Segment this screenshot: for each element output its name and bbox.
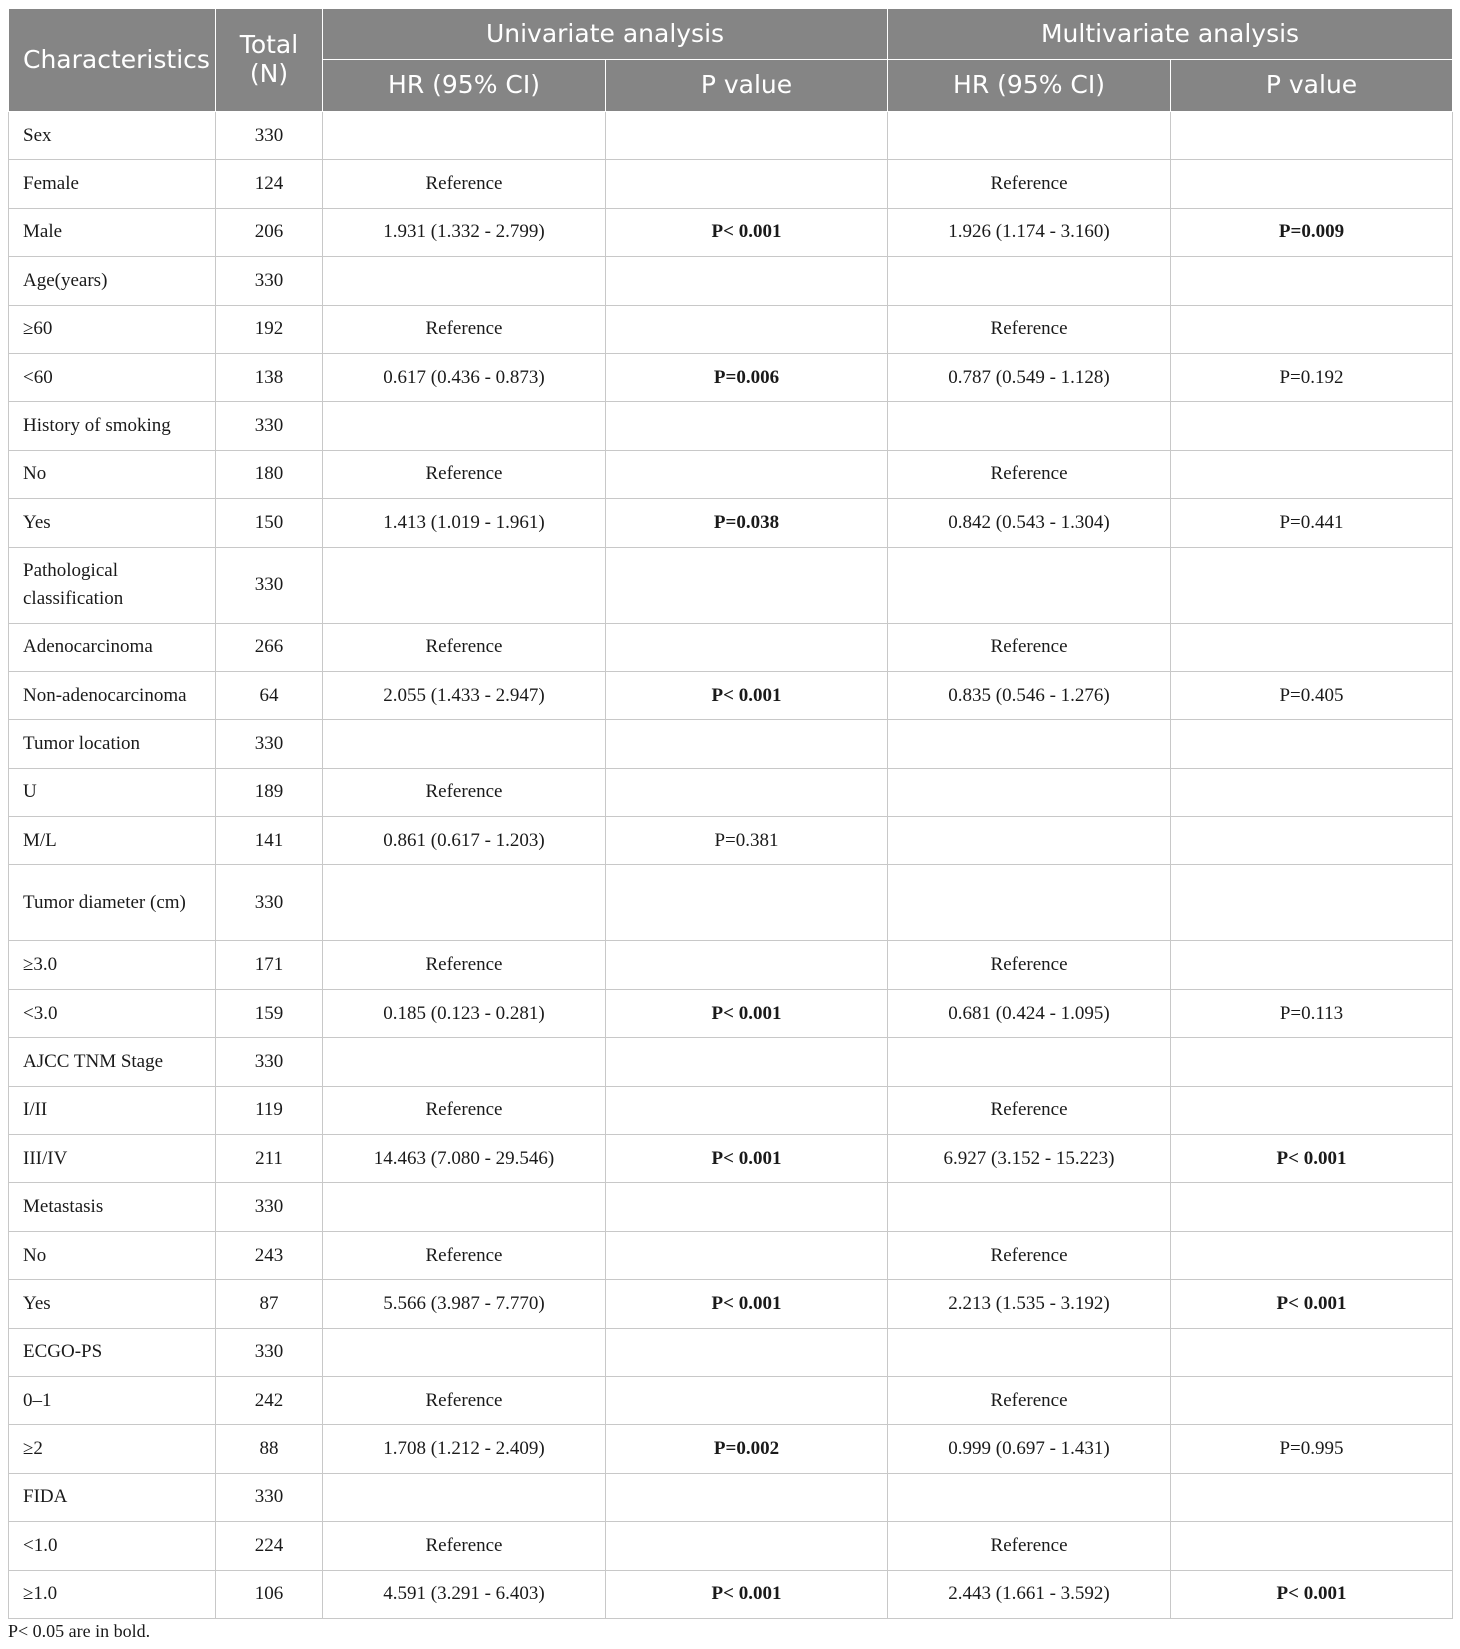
row-total: 141 <box>216 817 323 865</box>
row-label: Yes <box>9 499 216 547</box>
row-label: ECGO-PS <box>9 1328 216 1376</box>
row-univariate-hr: 1.708 (1.212 - 2.409) <box>323 1425 606 1473</box>
row-multivariate-p: P=0.441 <box>1171 499 1453 547</box>
row-multivariate-hr <box>888 817 1171 865</box>
row-univariate-p <box>606 623 888 671</box>
header-univariate: Univariate analysis <box>323 9 888 60</box>
row-univariate-hr: Reference <box>323 450 606 498</box>
table-row <box>9 1328 1453 1376</box>
row-multivariate-p: P< 0.001 <box>1171 1570 1453 1618</box>
table-row <box>9 112 1453 160</box>
row-multivariate-hr <box>888 112 1171 160</box>
row-label: 0–1 <box>9 1376 216 1424</box>
table-row <box>9 1183 1453 1231</box>
table-row <box>9 768 1453 816</box>
row-label: Female <box>9 160 216 208</box>
row-total: 106 <box>216 1570 323 1618</box>
row-univariate-p <box>606 1231 888 1279</box>
row-total: 206 <box>216 208 323 256</box>
table-row <box>9 353 1453 401</box>
row-label: Tumor location <box>9 720 216 768</box>
row-label: History of smoking <box>9 402 216 450</box>
row-univariate-p: P< 0.001 <box>606 1570 888 1618</box>
row-multivariate-p: P=0.192 <box>1171 353 1453 401</box>
row-multivariate-p <box>1171 160 1453 208</box>
row-total: 242 <box>216 1376 323 1424</box>
row-total: 330 <box>216 402 323 450</box>
row-univariate-hr: 4.591 (3.291 - 6.403) <box>323 1570 606 1618</box>
row-univariate-p <box>606 1522 888 1570</box>
row-multivariate-p <box>1171 1183 1453 1231</box>
row-univariate-hr: 5.566 (3.987 - 7.770) <box>323 1280 606 1328</box>
header-multivariate-p: P value <box>1171 60 1453 112</box>
header-total <box>216 9 323 112</box>
row-label: U <box>9 768 216 816</box>
row-multivariate-p <box>1171 402 1453 450</box>
row-multivariate-hr <box>888 1328 1171 1376</box>
row-univariate-hr: 0.617 (0.436 - 0.873) <box>323 353 606 401</box>
row-univariate-p <box>606 112 888 160</box>
row-total: 330 <box>216 1473 323 1521</box>
row-multivariate-hr: Reference <box>888 160 1171 208</box>
row-univariate-p <box>606 941 888 989</box>
row-label: Sex <box>9 112 216 160</box>
row-label: Adenocarcinoma <box>9 623 216 671</box>
row-univariate-hr: Reference <box>323 623 606 671</box>
row-multivariate-p <box>1171 112 1453 160</box>
table-row <box>9 720 1453 768</box>
table-row <box>9 989 1453 1037</box>
row-label: AJCC TNM Stage <box>9 1038 216 1086</box>
table-row <box>9 1038 1453 1086</box>
row-label: Yes <box>9 1280 216 1328</box>
row-total: 150 <box>216 499 323 547</box>
row-total: 192 <box>216 305 323 353</box>
header-multivariate-hr: HR (95% CI) <box>888 60 1171 112</box>
header-characteristics: Characteristics <box>9 9 216 112</box>
row-total: 330 <box>216 1183 323 1231</box>
table-row <box>9 1231 1453 1279</box>
row-univariate-hr <box>323 1183 606 1231</box>
row-total: 330 <box>216 720 323 768</box>
row-multivariate-p <box>1171 450 1453 498</box>
row-label: Age(years) <box>9 257 216 305</box>
table-row <box>9 623 1453 671</box>
row-univariate-hr: 0.185 (0.123 - 0.281) <box>323 989 606 1037</box>
table-row <box>9 671 1453 719</box>
row-univariate-hr: Reference <box>323 1522 606 1570</box>
table-row <box>9 1135 1453 1183</box>
row-label: Male <box>9 208 216 256</box>
row-label: ≥1.0 <box>9 1570 216 1618</box>
table-row <box>9 160 1453 208</box>
row-label: III/IV <box>9 1135 216 1183</box>
row-univariate-p: P< 0.001 <box>606 1135 888 1183</box>
row-univariate-p <box>606 402 888 450</box>
row-univariate-hr: Reference <box>323 1376 606 1424</box>
row-univariate-p: P< 0.001 <box>606 1280 888 1328</box>
row-multivariate-hr <box>888 1183 1171 1231</box>
table-row <box>9 257 1453 305</box>
row-univariate-hr <box>323 402 606 450</box>
row-multivariate-p <box>1171 1328 1453 1376</box>
table-row <box>9 450 1453 498</box>
table-row <box>9 305 1453 353</box>
row-univariate-hr: Reference <box>323 768 606 816</box>
row-multivariate-p <box>1171 1522 1453 1570</box>
row-label: ≥60 <box>9 305 216 353</box>
row-univariate-hr <box>323 720 606 768</box>
table-row <box>9 817 1453 865</box>
row-univariate-hr: Reference <box>323 941 606 989</box>
row-multivariate-p: P< 0.001 <box>1171 1280 1453 1328</box>
row-total: 211 <box>216 1135 323 1183</box>
row-multivariate-hr: 0.681 (0.424 - 1.095) <box>888 989 1171 1037</box>
row-multivariate-hr: Reference <box>888 1086 1171 1134</box>
row-total: 64 <box>216 671 323 719</box>
row-label: Non-adenocarcinoma <box>9 671 216 719</box>
row-univariate-p: P=0.002 <box>606 1425 888 1473</box>
row-univariate-p <box>606 768 888 816</box>
row-multivariate-p: P=0.995 <box>1171 1425 1453 1473</box>
row-multivariate-hr <box>888 865 1171 941</box>
row-total: 119 <box>216 1086 323 1134</box>
header-multivariate: Multivariate analysis <box>888 9 1453 60</box>
table-row <box>9 865 1453 941</box>
row-univariate-p <box>606 547 888 623</box>
row-univariate-p <box>606 257 888 305</box>
row-label: Tumor diameter (cm) <box>9 865 216 941</box>
row-univariate-hr: Reference <box>323 1086 606 1134</box>
row-univariate-hr <box>323 1038 606 1086</box>
row-total: 87 <box>216 1280 323 1328</box>
header-total-label: Total (N) <box>239 30 299 88</box>
row-multivariate-p <box>1171 1086 1453 1134</box>
header-univariate-p: P value <box>606 60 888 112</box>
row-univariate-p: P=0.038 <box>606 499 888 547</box>
row-total: 180 <box>216 450 323 498</box>
row-univariate-hr: 2.055 (1.433 - 2.947) <box>323 671 606 719</box>
row-multivariate-p: P< 0.001 <box>1171 1135 1453 1183</box>
row-multivariate-hr <box>888 257 1171 305</box>
table-row <box>9 547 1453 623</box>
row-univariate-hr <box>323 257 606 305</box>
row-multivariate-hr <box>888 1038 1171 1086</box>
row-univariate-hr: Reference <box>323 1231 606 1279</box>
row-univariate-p: P< 0.001 <box>606 208 888 256</box>
row-univariate-p <box>606 160 888 208</box>
row-multivariate-hr <box>888 402 1171 450</box>
table-row <box>9 402 1453 450</box>
row-total: 330 <box>216 865 323 941</box>
row-label: No <box>9 450 216 498</box>
row-univariate-hr: 0.861 (0.617 - 1.203) <box>323 817 606 865</box>
row-total: 171 <box>216 941 323 989</box>
row-multivariate-hr: 0.999 (0.697 - 1.431) <box>888 1425 1171 1473</box>
row-multivariate-hr: Reference <box>888 1376 1171 1424</box>
table-row <box>9 1376 1453 1424</box>
row-univariate-p <box>606 1376 888 1424</box>
row-label: Metastasis <box>9 1183 216 1231</box>
row-multivariate-p <box>1171 547 1453 623</box>
row-univariate-p: P< 0.001 <box>606 989 888 1037</box>
row-total: 330 <box>216 547 323 623</box>
row-label: ≥2 <box>9 1425 216 1473</box>
row-multivariate-p: P=0.009 <box>1171 208 1453 256</box>
row-total: 330 <box>216 1038 323 1086</box>
row-label: No <box>9 1231 216 1279</box>
row-univariate-p <box>606 305 888 353</box>
row-multivariate-p <box>1171 305 1453 353</box>
row-univariate-hr <box>323 1473 606 1521</box>
row-multivariate-p <box>1171 817 1453 865</box>
row-univariate-hr: Reference <box>323 160 606 208</box>
row-multivariate-hr: 0.842 (0.543 - 1.304) <box>888 499 1171 547</box>
row-univariate-hr: Reference <box>323 305 606 353</box>
row-univariate-p <box>606 1328 888 1376</box>
row-univariate-hr <box>323 112 606 160</box>
table-row <box>9 1522 1453 1570</box>
row-univariate-p <box>606 865 888 941</box>
table-header <box>9 9 1453 112</box>
table-row <box>9 208 1453 256</box>
row-total: 224 <box>216 1522 323 1570</box>
row-total: 88 <box>216 1425 323 1473</box>
row-univariate-p <box>606 1183 888 1231</box>
row-label: ≥3.0 <box>9 941 216 989</box>
row-total: 266 <box>216 623 323 671</box>
row-univariate-p: P=0.006 <box>606 353 888 401</box>
row-univariate-hr: 1.931 (1.332 - 2.799) <box>323 208 606 256</box>
row-multivariate-hr: Reference <box>888 1231 1171 1279</box>
row-univariate-hr <box>323 1328 606 1376</box>
table-row <box>9 1280 1453 1328</box>
row-multivariate-p <box>1171 623 1453 671</box>
row-univariate-hr: 1.413 (1.019 - 1.961) <box>323 499 606 547</box>
row-multivariate-hr: Reference <box>888 305 1171 353</box>
table-row <box>9 1570 1453 1618</box>
row-multivariate-p <box>1171 720 1453 768</box>
row-total: 138 <box>216 353 323 401</box>
row-total: 243 <box>216 1231 323 1279</box>
table-footnote: P< 0.05 are in bold. <box>8 1621 151 1641</box>
row-multivariate-hr: 0.787 (0.549 - 1.128) <box>888 353 1171 401</box>
row-multivariate-p <box>1171 768 1453 816</box>
table-container <box>8 8 1452 1619</box>
row-total: 124 <box>216 160 323 208</box>
row-label: I/II <box>9 1086 216 1134</box>
row-univariate-hr <box>323 865 606 941</box>
row-multivariate-hr: Reference <box>888 623 1171 671</box>
row-multivariate-hr <box>888 547 1171 623</box>
row-multivariate-hr: 6.927 (3.152 - 15.223) <box>888 1135 1171 1183</box>
row-multivariate-p <box>1171 941 1453 989</box>
row-multivariate-p <box>1171 1473 1453 1521</box>
row-multivariate-p <box>1171 1038 1453 1086</box>
row-total: 330 <box>216 257 323 305</box>
table-row <box>9 1425 1453 1473</box>
row-label: <3.0 <box>9 989 216 1037</box>
row-multivariate-hr <box>888 720 1171 768</box>
row-multivariate-p: P=0.113 <box>1171 989 1453 1037</box>
row-total: 330 <box>216 112 323 160</box>
row-total: 330 <box>216 1328 323 1376</box>
row-univariate-p <box>606 1086 888 1134</box>
row-label: <60 <box>9 353 216 401</box>
table-body <box>9 112 1453 1619</box>
table-row <box>9 1473 1453 1521</box>
row-total: 159 <box>216 989 323 1037</box>
row-multivariate-p <box>1171 1376 1453 1424</box>
row-label: <1.0 <box>9 1522 216 1570</box>
row-univariate-hr <box>323 547 606 623</box>
row-multivariate-hr: Reference <box>888 450 1171 498</box>
row-multivariate-hr <box>888 1473 1171 1521</box>
row-univariate-hr: 14.463 (7.080 - 29.546) <box>323 1135 606 1183</box>
row-multivariate-hr: 0.835 (0.546 - 1.276) <box>888 671 1171 719</box>
cox-regression-table <box>8 8 1453 1619</box>
row-multivariate-hr: 2.443 (1.661 - 3.592) <box>888 1570 1171 1618</box>
row-univariate-p: P=0.381 <box>606 817 888 865</box>
row-label: M/L <box>9 817 216 865</box>
table-row <box>9 499 1453 547</box>
header-univariate-hr: HR (95% CI) <box>323 60 606 112</box>
row-multivariate-hr <box>888 768 1171 816</box>
row-multivariate-p <box>1171 865 1453 941</box>
row-multivariate-p <box>1171 257 1453 305</box>
table-row <box>9 941 1453 989</box>
row-multivariate-hr: Reference <box>888 941 1171 989</box>
row-multivariate-p: P=0.405 <box>1171 671 1453 719</box>
row-univariate-p <box>606 720 888 768</box>
row-multivariate-hr: Reference <box>888 1522 1171 1570</box>
row-univariate-p: P< 0.001 <box>606 671 888 719</box>
row-multivariate-hr: 1.926 (1.174 - 3.160) <box>888 208 1171 256</box>
row-multivariate-hr: 2.213 (1.535 - 3.192) <box>888 1280 1171 1328</box>
row-univariate-p <box>606 1473 888 1521</box>
row-univariate-p <box>606 450 888 498</box>
row-label: FIDA <box>9 1473 216 1521</box>
table-row <box>9 1086 1453 1134</box>
row-univariate-p <box>606 1038 888 1086</box>
row-label: Pathological classification <box>9 547 216 623</box>
row-multivariate-p <box>1171 1231 1453 1279</box>
row-total: 189 <box>216 768 323 816</box>
